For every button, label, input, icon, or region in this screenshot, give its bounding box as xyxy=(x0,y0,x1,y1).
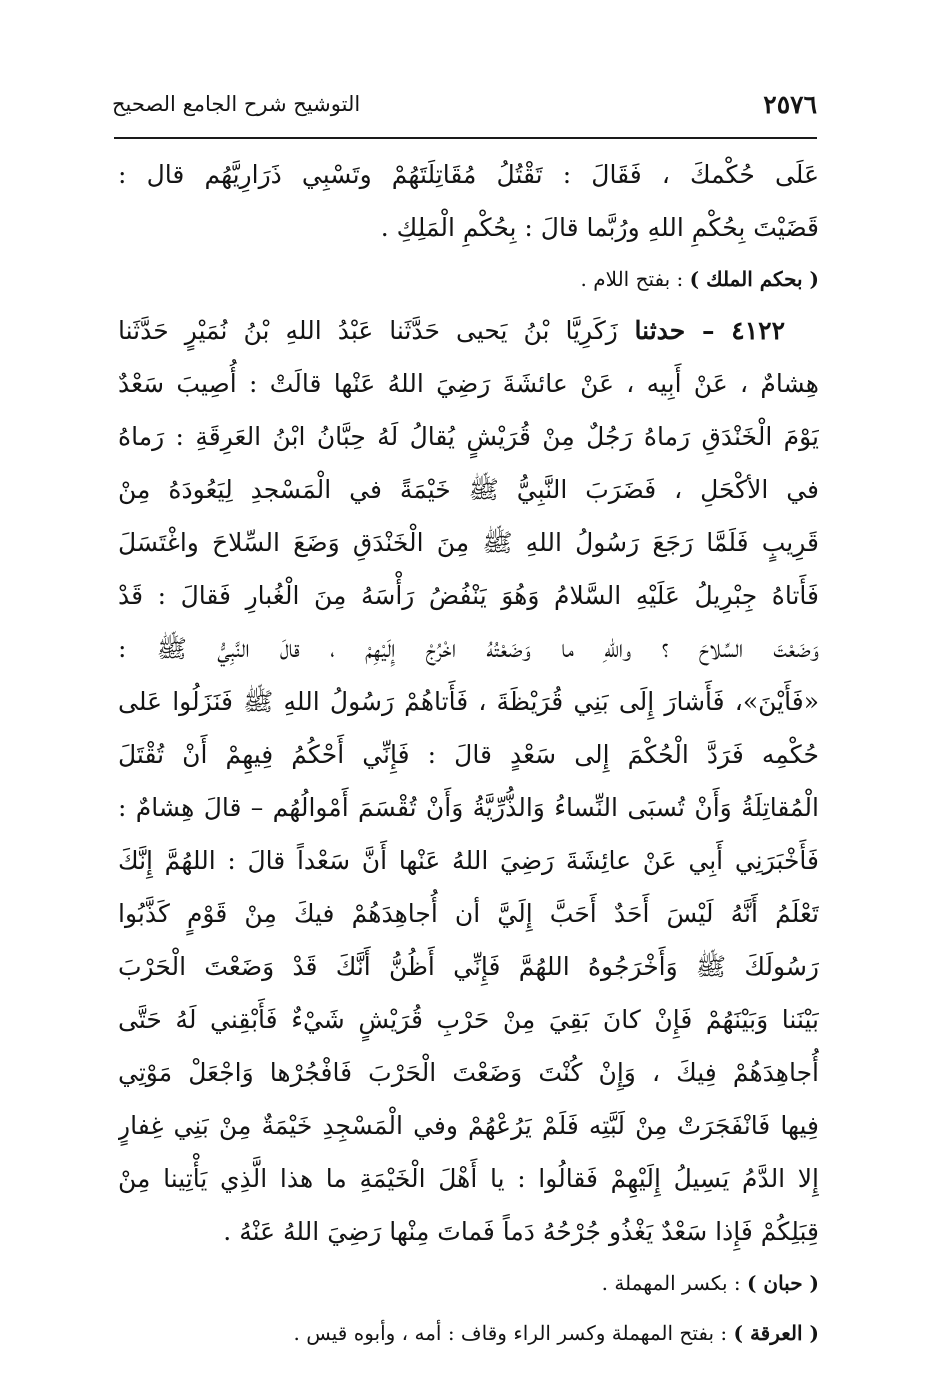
hadith-line-text: زَكَرِيَّا بْنُ يَحيى حَدَّثَنا عَبْدُ اللهِ بْنُ نُمَيْرٍ حَدَّثَنا xyxy=(118,316,618,345)
gloss-term: ( حبان ) xyxy=(746,1271,819,1295)
gloss-text: : بفتح اللام . xyxy=(580,267,690,291)
page-body xyxy=(118,148,819,1358)
hadith-line: قِبَلِكُمْ فَإِذا سَعْدٌ يَغْذُو جُرْحُهُ دَماً فَماتَ مِنْها رَضِيَ اللهُ عَنْهُ . xyxy=(223,1217,819,1246)
gloss-note xyxy=(118,1308,819,1358)
hadith-line: يَوْمَ الْخَنْدَقِ رَماهُ رَجُلٌ مِنْ قُرَيْشٍ يُقالُ لَهُ حِبَّانُ ابْنُ العَرِقَةِ : رَماهُ xyxy=(118,422,819,451)
hadith-line: في الأكْحَلِ ، فَضَرَبَ النَّبِيُّ ﷺ خَيْمَةً في الْمَسْجدِ لِيَعُودَهُ مِنْ xyxy=(118,475,819,504)
hadith-line: حُكْمِه فَرَدَّ الْحُكْمَ إِلى سَعْدٍ قالَ : فَإِنِّي أَحْكُمُ فِيهِمْ أَنْ تُقْتَلَ xyxy=(118,740,819,769)
hadith-number: ٤١٢٢ xyxy=(731,316,785,345)
hadith-line: هِشامٌ ، عَنْ أَبِيه ، عَنْ عائشَةَ رَضِيَ اللهُ عَنْها قالَتْ : أُصِيبَ سَعْدٌ xyxy=(118,369,819,398)
hadith-line: الْمُقاتِلَةُ وَأَنْ تُسبَى النِّساءُ وَالذُّرِّيَّةُ وَأَنْ تُقْسَمَ أَمْوالُهُم – قالَ هِشامٌ : xyxy=(118,793,819,822)
gloss-note xyxy=(118,254,819,304)
hadith-line: تَعْلَمُ أَنَّهُ لَيْسَ أَحَدٌ أَحَبَّ إِلَيَّ أن أُجاهِدَهُمْ فيكَ مِنْ قَوْمٍ كَذَّبُوا xyxy=(118,899,819,928)
hadith-line: رَسُولَكَ ﷺ وَأَخْرَجُوهُ اللهُمَّ فَإِنِّي أَظُنُّ أَنَّكَ قَدْ وَضَعْتَ الْحَرْبَ xyxy=(118,952,819,981)
hadith-line: فَأَخْبَرَنِي أَبِي عَنْ عائِشَةَ رَضِيَ اللهُ عَنْها أَنَّ سَعْداً قالَ : اللهُمَّ إِنَّكَ xyxy=(118,846,819,875)
hadith-lead: – حدثنا xyxy=(617,316,732,345)
gloss-text: : بكسر المهملة . xyxy=(601,1271,747,1295)
hadith-line: فَأَتاهُ جِبْرِيلُ عَلَيْهِ السَّلامُ وَهُوَ يَنْفُضُ رَأْسَهُ مِنَ الْغُبارِ فَقالَ : قَدْ xyxy=(118,581,819,610)
gloss-term: ( العرقة ) xyxy=(733,1321,819,1345)
hadith-first-line xyxy=(118,304,819,357)
header-rule xyxy=(114,137,817,139)
gloss-term: ( بحكم الملك ) xyxy=(689,267,819,291)
page-header xyxy=(112,86,817,126)
running-title: التوشيح شرح الجامع الصحيح xyxy=(112,92,361,116)
page-number: ٢٥٧٦ xyxy=(763,90,817,119)
text-line: قَضَيْتَ بِحُكْمِ اللهِ ورُبَّما قالَ : بِحُكْمِ الْمَلِكِ . xyxy=(380,213,819,242)
hadith-line: «فَأَيْنَ»، فَأَشارَ إِلَى بَنِي قُرَيْظَةَ ، فَأَتاهُمْ رَسُولُ اللهِ ﷺ فَنَزَلُوا عَلى xyxy=(118,687,819,716)
hadith-line: إِلا الدَّمُ يَسِيلُ إِلَيْهِمْ فَقالُوا : يا أَهْلَ الْخَيْمَةِ ما هذا الَّذِي يَأْتِينا مِنْ xyxy=(118,1164,819,1193)
hadith-line: قَرِيبٍ فَلَمَّا رَجَعَ رَسُولُ اللهِ ﷺ مِنَ الْخَنْدَقِ وَضَعَ السِّلاحَ واغْتَسَلَ xyxy=(118,528,819,557)
hadith-line: فِيها فَانْفَجَرَتْ مِنْ لَبَّتِه فَلَمْ يَرُعْهُمْ وفي الْمَسْجِدِ خَيْمَةٌ مِنْ بَنِي غِفارٍ xyxy=(118,1111,819,1140)
hadith-line: بَيْنَنا وَبَيْنَهُمْ فَإِنْ كانَ بَقِيَ مِنْ حَرْبِ قُرَيْشٍ شَيْءٌ فَأَبْقِني لَهُ حَتَّى xyxy=(118,1005,819,1034)
gloss-text: : بفتح المهملة وكسر الراء وقاف : أمه ، وأبوه قيس . xyxy=(293,1321,734,1345)
hadith-line: وَضَعْتَ السِّلاحَ ؟ واللهِ ما وَضَعْتُهُ اخْرُجْ إِلَيْهِمْ ، قالَ النَّبِيُّ ﷺ : xyxy=(118,634,819,663)
hadith-line: أُجاهِدَهُمْ فِيكَ ، وَإِنْ كُنْتَ وَضَعْتَ الْحَرْبَ فَافْجُرْها وَاجْعَلْ مَوْتِي xyxy=(118,1058,819,1087)
text-line: عَلَى حُكْمكَ ، فَقَالَ : تَقْتُلُ مُقَاتِلَتَهُمْ وتَسْبِي ذَرَارِيَّهُم قال : xyxy=(118,160,819,189)
gloss-note xyxy=(118,1258,819,1308)
